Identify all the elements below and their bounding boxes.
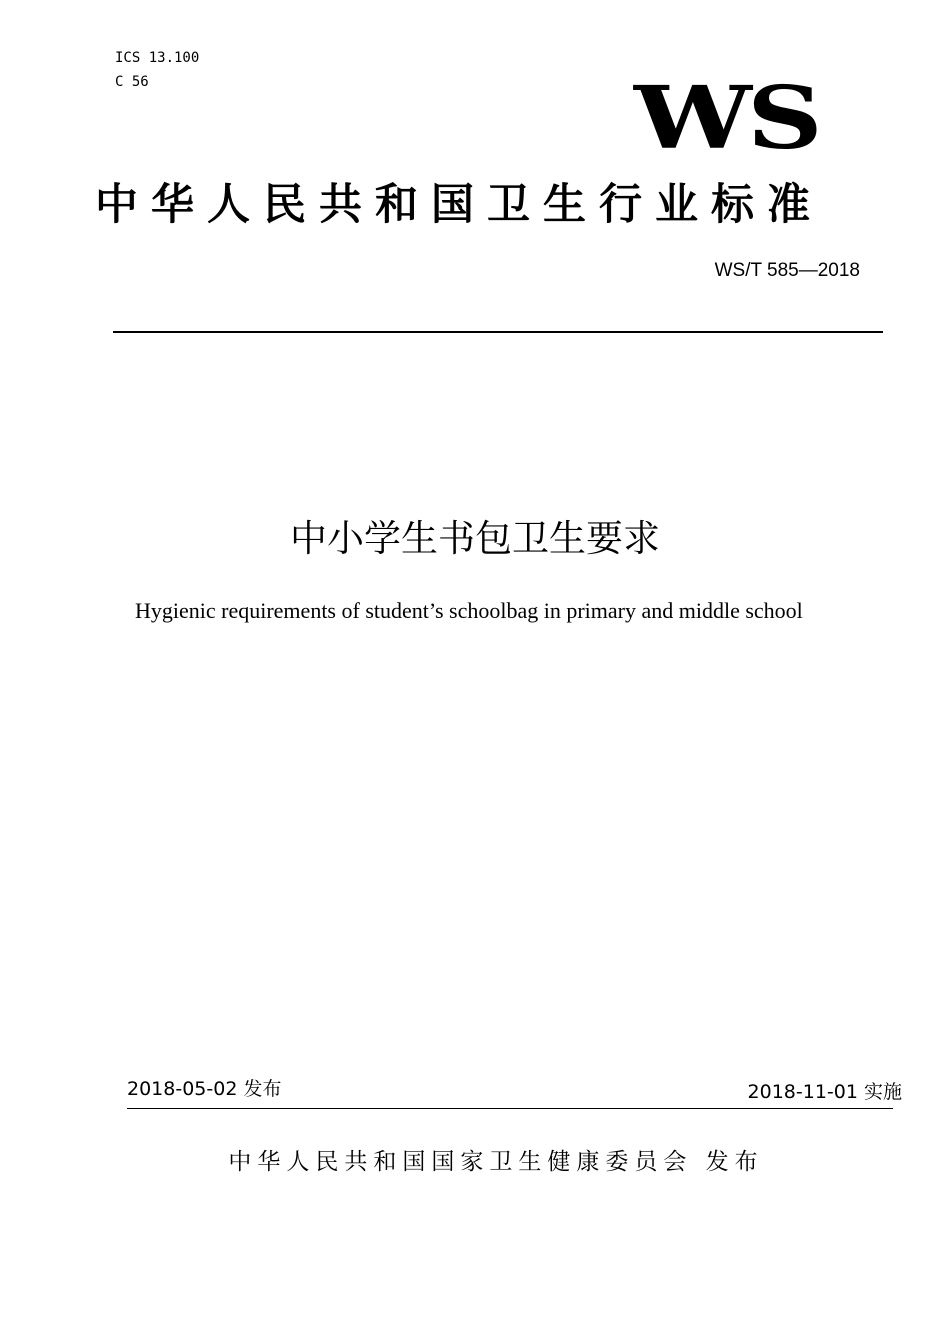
header-divider [113,331,883,333]
document-title-cn: 中小学生书包卫生要求 [290,517,660,560]
publisher: 中华人民共和国国家卫生健康委员会 发布 [228,1149,764,1175]
implementation-date: 2018-11-01 实施 [747,1081,902,1103]
document-title-en: Hygienic requirements of student’s schoolbag in primary and middle school [135,598,803,623]
ccs-code: C 56 [115,74,149,90]
issue-date: 2018-05-02 发布 [127,1078,282,1100]
ws-logo: WS [634,68,818,169]
footer-divider [127,1108,893,1109]
standard-category-title: 中华人民共和国卫生行业标准 [95,180,823,230]
standard-number: WS/T 585—2018 [714,260,860,281]
ics-code: ICS 13.100 [115,50,200,66]
